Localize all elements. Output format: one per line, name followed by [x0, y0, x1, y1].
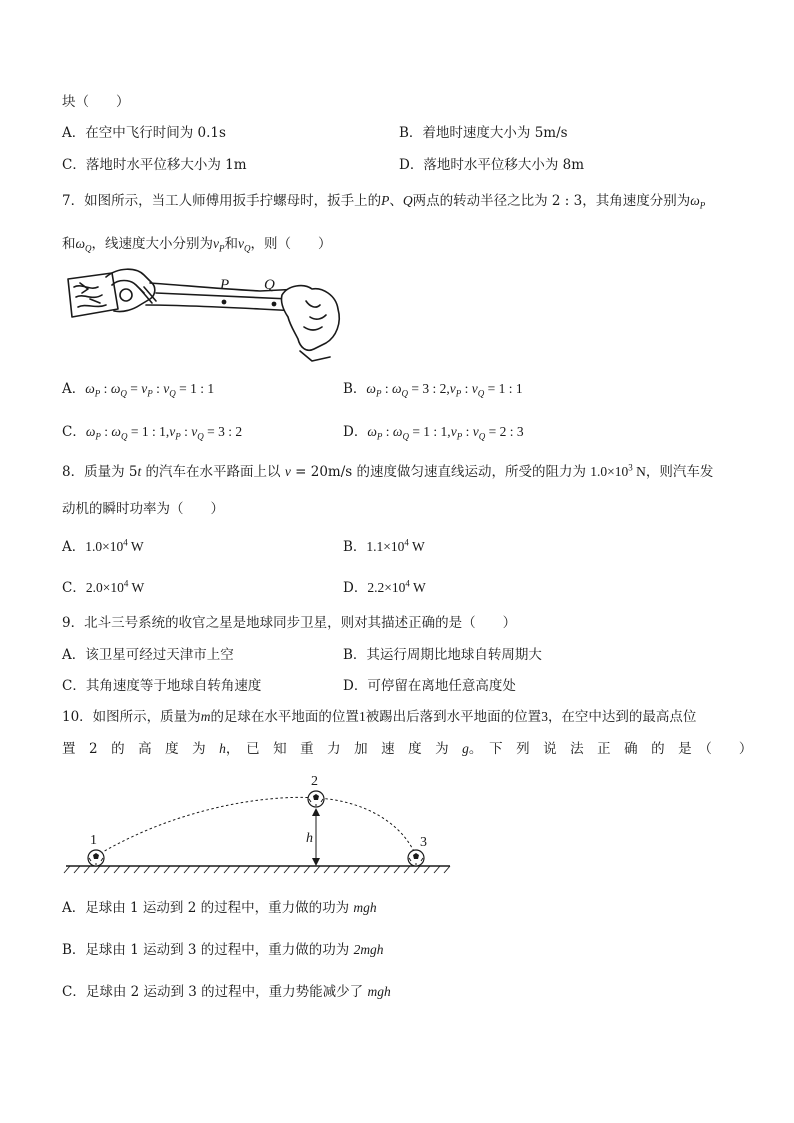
q10-option-a: A．足球由 1 运动到 2 的过程中，重力做的功为 mgh — [62, 900, 377, 916]
q7-option-a: A．$\omega_P$ : $\omega_Q = v_P$ : $v_Q = 1$ : 1 — [62, 381, 215, 399]
fig-label-1: 1 — [90, 833, 97, 848]
q7-stem-line2: 和$\omega_Q$，线速度大小分别为$v_P$和$v_Q$，则（ ） — [62, 236, 332, 254]
fig-label-h: h — [306, 831, 313, 846]
q7-option-d: D．$\omega_P$ : $\omega_Q = 1$ : $1,v_P$ : $v_Q = 2$ : 3 — [343, 424, 524, 442]
q10-stem-line1: 10．如图所示，质量为m的足球在水平地面的位置1被踢出后落到水平地面的位置3，在空中达到的最高点位 — [62, 709, 697, 725]
q9-option-c: C．其角速度等于地球自转角速度 — [62, 678, 262, 694]
q9-option-a: A．该卫星可经过天津市上空 — [62, 647, 234, 663]
q6-option-b: B．着地时速度大小为 5m/s — [399, 125, 568, 141]
q8-stem-line1: 8．质量为 5t 的汽车在水平路面上以 v = 20m/s 的速度做匀速直线运动，所受的阻力为 $1.0\times 10^3$ N，则汽车发 — [62, 462, 714, 480]
q7-option-c: C．$\omega_P$ : $\omega_Q = 1$ : $1,v_P$ : $v_Q = 3$ : 2 — [62, 424, 243, 442]
q7-option-b: B．$\omega_P$ : $\omega_Q = 3$ : $2,v_P$ : $v_Q = 1$ : 1 — [343, 381, 523, 399]
q10-option-b: B．足球由 1 运动到 3 的过程中，重力做的功为 2mgh — [62, 942, 384, 958]
q6-option-d: D．落地时水平位移大小为 8m — [399, 157, 585, 173]
q10-stem-line2: 置 2 的 高 度 为 h， 已 知 重 力 加 速 度 为 g。 下 列 说 法 正 确 的 是 （ ） — [62, 741, 753, 757]
fig-label-2: 2 — [311, 774, 318, 789]
football-trajectory-figure — [62, 770, 454, 880]
q9-stem: 9．北斗三号系统的收官之星是地球同步卫星，则对其描述正确的是（ ） — [62, 615, 517, 631]
q9-option-d: D．可停留在离地任意高度处 — [343, 678, 516, 694]
q8-stem-line2: 动机的瞬时功率为（ ） — [62, 501, 224, 517]
q8-option-a: A．$1.0\times 10^4$ W — [62, 537, 144, 555]
q9-option-b: B．其运行周期比地球自转周期大 — [343, 647, 542, 663]
q7-stem-line1: 7．如图所示，当工人师傅用扳手拧螺母时，扳手上的P、Q两点的转动半径之比为 2 : 3，其角速度分别为$\omega_P$ — [62, 193, 706, 211]
q8-option-b: B．$1.1\times 10^4$ W — [343, 537, 425, 555]
fig-label-3: 3 — [420, 835, 427, 850]
ball-position-2 — [308, 791, 324, 807]
q6-tail: 块（ ） — [62, 94, 130, 110]
wrench-figure — [60, 265, 350, 365]
q10-option-c: C．足球由 2 运动到 3 的过程中，重力势能减少了 mgh — [62, 984, 391, 1000]
q8-option-c: C．$2.0\times 10^4$ W — [62, 578, 145, 596]
ball-position-3 — [408, 850, 424, 866]
q8-option-d: D．$2.2\times 10^4$ W — [343, 578, 426, 596]
fig-label-p: P — [220, 277, 230, 293]
q6-option-a: A．在空中飞行时间为 0.1s — [62, 125, 226, 141]
ball-position-1 — [88, 850, 104, 866]
q6-option-c: C．落地时水平位移大小为 1m — [62, 157, 247, 173]
fig-label-q: Q — [264, 277, 275, 293]
